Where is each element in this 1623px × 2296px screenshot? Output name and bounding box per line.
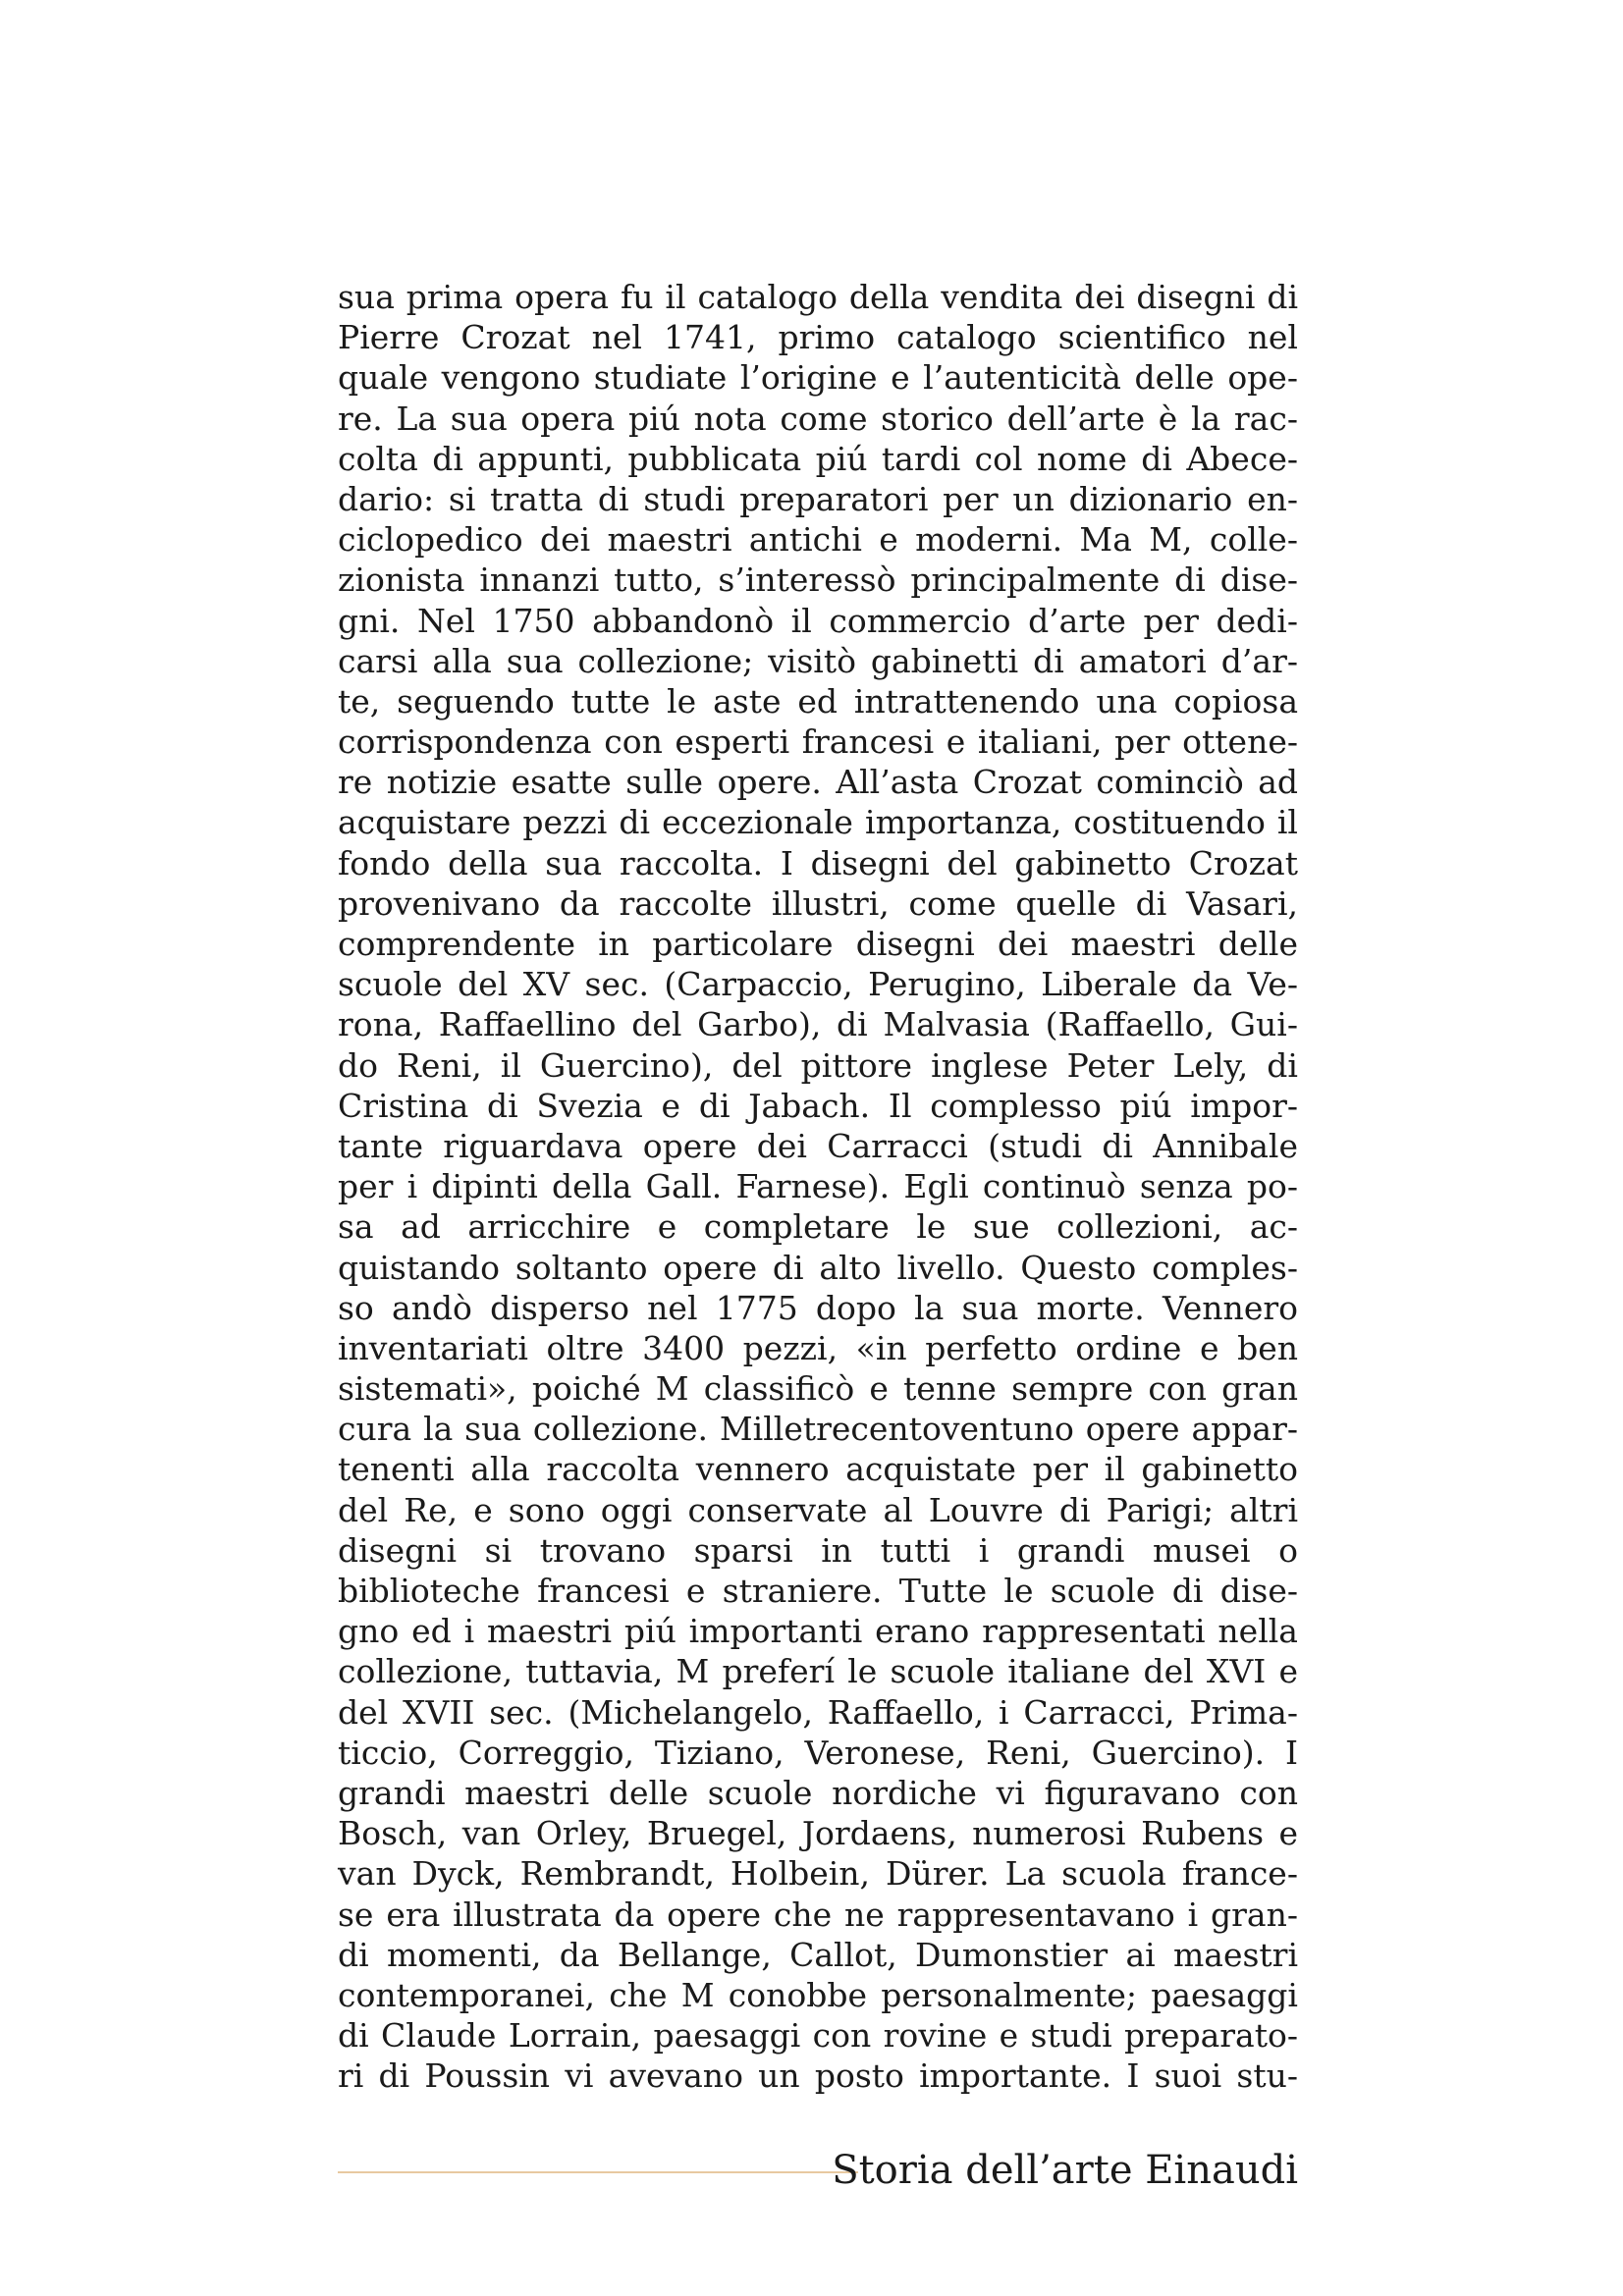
text-line: se era illustrata da opere che ne rappresentavano i gran-: [338, 1895, 1298, 1934]
text-line: fondo della sua raccolta. I disegni del gabinetto Crozat: [338, 843, 1298, 882]
text-line: van Dyck, Rembrandt, Holbein, Dürer. La scuola france-: [338, 1854, 1298, 1894]
text-line: quale vengono studiate l’origine e l’autenticità delle ope-: [338, 358, 1298, 398]
text-line: biblioteche francesi e straniere. Tutte le scuole di dise-: [338, 1572, 1298, 1610]
footer-title: Storia dell’arte Einaudi: [832, 2148, 1298, 2193]
text-line: sistemati», poiché M classificò e tenne sempre con gran: [338, 1369, 1298, 1409]
text-line: Bosch, van Orley, Bruegel, Jordaens, numerosi Rubens e: [338, 1814, 1298, 1853]
text-line: ticcio, Correggio, Tiziano, Veronese, Reni, Guercino). I: [338, 1733, 1298, 1772]
text-line: Pierre Crozat nel 1741, primo catalogo scientifico nel: [338, 318, 1298, 357]
text-line: provenivano da raccolte illustri, come quelle di Vasari,: [338, 883, 1298, 923]
text-line: collezione, tuttavia, M preferí le scuole italiane del XVI e: [338, 1652, 1298, 1691]
text-line: carsi alla sua collezione; visitò gabinetti di amatori d’ar-: [338, 641, 1298, 680]
text-line: di Claude Lorrain, paesaggi con rovine e studi preparato-: [338, 2016, 1298, 2056]
text-line: dario: si tratta di studi preparatori per un dizionario en-: [338, 479, 1298, 518]
text-line: scuole del XV sec. (Carpaccio, Perugino, Liberale da Ve-: [338, 965, 1298, 1004]
text-line: per i dipinti della Gall. Farnese). Egli continuò senza po-: [338, 1167, 1298, 1206]
text-line: quistando soltanto opere di alto livello. Questo comples-: [338, 1248, 1298, 1287]
text-line: colta di appunti, pubblicata piú tardi col nome di Abece-: [338, 439, 1298, 478]
text-line: tenenti alla raccolta vennero acquistate per il gabinetto: [338, 1450, 1298, 1489]
text-line: do Reni, il Guercino), del pittore inglese Peter Lely, di: [338, 1045, 1298, 1085]
text-line: zionista innanzi tutto, s’interessò principalmente di dise-: [338, 561, 1298, 600]
text-line: re. La sua opera piú nota come storico dell’arte è la rac-: [338, 399, 1298, 438]
body-text: [338, 277, 1298, 2096]
text-line: comprendente in particolare disegni dei maestri delle: [338, 925, 1298, 963]
text-line: re notizie esatte sulle opere. All’asta Crozat cominciò ad: [338, 763, 1298, 802]
text-line: sua prima opera fu il catalogo della vendita dei disegni di: [338, 278, 1298, 316]
text-line: tante riguardava opere dei Carracci (studi di Annibale: [338, 1126, 1298, 1165]
text-line: sa ad arricchire e completare le sue collezioni, ac-: [338, 1207, 1298, 1247]
text-line: contemporanei, che M conobbe personalmente; paesaggi: [338, 1975, 1298, 2014]
text-line: gni. Nel 1750 abbandonò il commercio d’arte per dedi-: [338, 601, 1298, 640]
text-line: inventariati oltre 3400 pezzi, «in perfetto ordine e ben: [338, 1328, 1298, 1367]
text-line: cura la sua collezione. Milletrecentoventuno opere appar-: [338, 1410, 1298, 1449]
text-line: del Re, e sono oggi conservate al Louvre di Parigi; altri: [338, 1490, 1298, 1529]
text-line: gno ed i maestri piú importanti erano rappresentati nella: [338, 1612, 1298, 1651]
text-line: te, seguendo tutte le aste ed intrattenendo una copiosa: [338, 681, 1298, 721]
text-line: acquistare pezzi di eccezionale importanza, costituendo il: [338, 803, 1298, 842]
text-line: rona, Raffaellino del Garbo), di Malvasia (Raffaello, Gui-: [338, 1005, 1298, 1044]
footer-divider: [338, 2171, 858, 2173]
text-line: Cristina di Svezia e di Jabach. Il complesso piú impor-: [338, 1086, 1298, 1125]
text-line: grandi maestri delle scuole nordiche vi figuravano con: [338, 1773, 1298, 1812]
text-line: di momenti, da Bellange, Callot, Dumonstier ai maestri: [338, 1935, 1298, 1974]
text-line: del XVII sec. (Michelangelo, Raffaello, i Carracci, Prima-: [338, 1692, 1298, 1732]
text-line: ciclopedico dei maestri antichi e moderni. Ma M, colle-: [338, 520, 1298, 560]
text-line: disegni si trovano sparsi in tutti i grandi musei o: [338, 1530, 1298, 1570]
text-line: so andò disperso nel 1775 dopo la sua morte. Vennero: [338, 1288, 1298, 1327]
text-line: ri di Poussin vi avevano un posto importante. I suoi stu-: [338, 2056, 1298, 2096]
text-line: corrispondenza con esperti francesi e italiani, per ottene-: [338, 722, 1298, 762]
